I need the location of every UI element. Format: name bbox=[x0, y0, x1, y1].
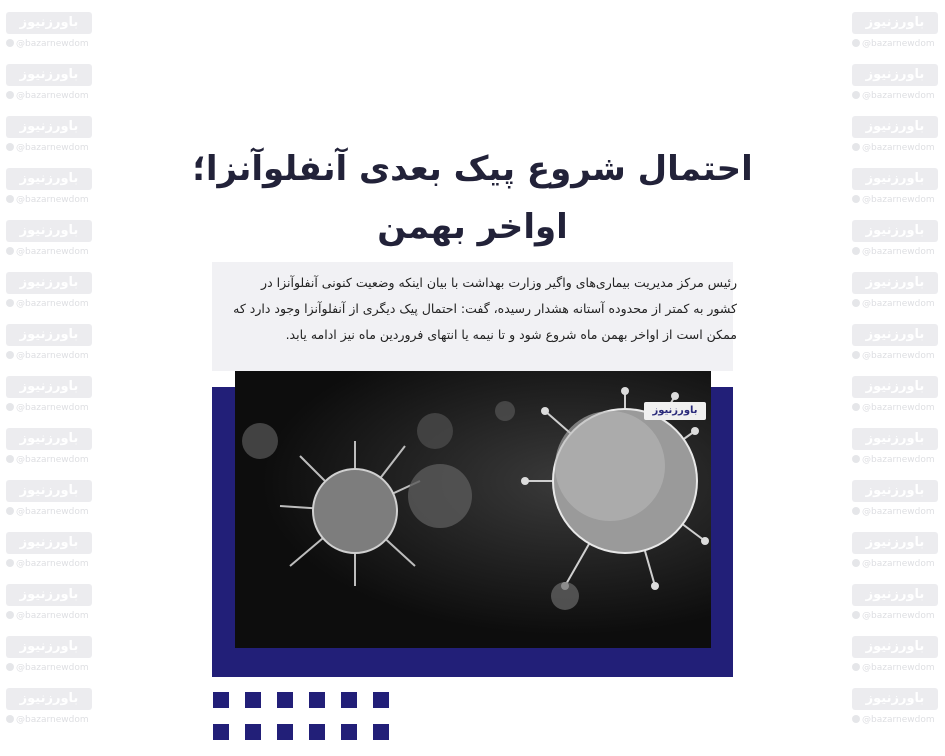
watermark-handle: @bazarnewdom bbox=[6, 350, 98, 362]
decorative-square bbox=[373, 724, 389, 740]
virus-illustration bbox=[235, 371, 711, 648]
social-icon bbox=[852, 715, 860, 723]
social-icon bbox=[852, 195, 860, 203]
watermark bbox=[848, 580, 945, 632]
social-icon bbox=[6, 143, 14, 151]
watermark-logo: باورزنیوز bbox=[6, 480, 92, 502]
watermark bbox=[2, 528, 102, 580]
watermark-handle: @bazarnewdom bbox=[852, 402, 944, 414]
watermark bbox=[848, 164, 945, 216]
decorative-squares bbox=[213, 692, 393, 742]
watermark-logo: باورزنیوز bbox=[6, 168, 92, 190]
watermark bbox=[848, 268, 945, 320]
social-icon bbox=[6, 39, 14, 47]
decorative-square bbox=[373, 692, 389, 708]
watermark-handle: @bazarnewdom bbox=[852, 246, 944, 258]
watermark-logo: باورزنیوز bbox=[6, 532, 92, 554]
watermark-handle: @bazarnewdom bbox=[852, 506, 944, 518]
social-icon bbox=[852, 351, 860, 359]
watermark-logo: باورزنیوز bbox=[852, 220, 938, 242]
watermark-logo: باورزنیوز bbox=[852, 168, 938, 190]
watermark-handle: @bazarnewdom bbox=[6, 298, 98, 310]
watermark-handle: @bazarnewdom bbox=[6, 506, 98, 518]
decorative-square bbox=[277, 692, 293, 708]
watermark-handle: @bazarnewdom bbox=[852, 662, 944, 674]
social-icon bbox=[852, 559, 860, 567]
watermark bbox=[2, 164, 102, 216]
watermark bbox=[848, 372, 945, 424]
watermark-logo: باورزنیوز bbox=[6, 12, 92, 34]
watermark bbox=[848, 8, 945, 60]
watermark-logo: باورزنیوز bbox=[852, 428, 938, 450]
watermark bbox=[848, 684, 945, 736]
watermark bbox=[2, 632, 102, 684]
watermark bbox=[2, 684, 102, 736]
social-icon bbox=[852, 611, 860, 619]
watermark-logo: باورزنیوز bbox=[6, 428, 92, 450]
social-icon bbox=[6, 715, 14, 723]
social-icon bbox=[852, 39, 860, 47]
watermark-logo: باورزنیوز bbox=[6, 584, 92, 606]
watermark-handle: @bazarnewdom bbox=[852, 142, 944, 154]
social-icon bbox=[6, 507, 14, 515]
watermark bbox=[2, 580, 102, 632]
watermark-logo: باورزنیوز bbox=[852, 636, 938, 658]
decorative-square bbox=[245, 692, 261, 708]
decorative-square bbox=[309, 692, 325, 708]
virus-photo bbox=[235, 371, 711, 648]
watermark bbox=[848, 632, 945, 684]
watermark-handle: @bazarnewdom bbox=[852, 90, 944, 102]
watermark-handle: @bazarnewdom bbox=[6, 454, 98, 466]
watermark-handle: @bazarnewdom bbox=[6, 194, 98, 206]
decorative-square bbox=[213, 692, 229, 708]
watermark bbox=[848, 424, 945, 476]
watermark bbox=[2, 216, 102, 268]
watermark-logo: باورزنیوز bbox=[6, 272, 92, 294]
social-icon bbox=[6, 559, 14, 567]
headline-line-2: اواخر بهمن bbox=[377, 207, 568, 247]
social-icon bbox=[6, 611, 14, 619]
watermark-column-right bbox=[848, 8, 945, 736]
social-icon bbox=[6, 91, 14, 99]
watermark bbox=[848, 60, 945, 112]
watermark bbox=[2, 8, 102, 60]
watermark-logo: باورزنیوز bbox=[852, 116, 938, 138]
watermark-logo: باورزنیوز bbox=[6, 220, 92, 242]
social-icon bbox=[6, 455, 14, 463]
watermark bbox=[848, 216, 945, 268]
watermark bbox=[848, 112, 945, 164]
decorative-square bbox=[341, 692, 357, 708]
watermark-logo: باورزنیوز bbox=[6, 636, 92, 658]
watermark-handle: @bazarnewdom bbox=[6, 610, 98, 622]
social-icon bbox=[852, 455, 860, 463]
social-icon bbox=[852, 403, 860, 411]
social-icon bbox=[852, 91, 860, 99]
social-icon bbox=[6, 663, 14, 671]
watermark-logo: باورزنیوز bbox=[6, 324, 92, 346]
social-icon bbox=[852, 299, 860, 307]
watermark bbox=[848, 528, 945, 580]
watermark bbox=[2, 60, 102, 112]
watermark-logo: باورزنیوز bbox=[6, 688, 92, 710]
watermark-logo: باورزنیوز bbox=[852, 64, 938, 86]
decorative-square bbox=[309, 724, 325, 740]
watermark bbox=[2, 476, 102, 528]
watermark-handle: @bazarnewdom bbox=[852, 298, 944, 310]
watermark-logo: باورزنیوز bbox=[852, 688, 938, 710]
watermark-logo: باورزنیوز bbox=[852, 324, 938, 346]
social-icon bbox=[6, 299, 14, 307]
watermark-logo: باورزنیوز bbox=[6, 64, 92, 86]
watermark-handle: @bazarnewdom bbox=[852, 38, 944, 50]
watermark-logo: باورزنیوز bbox=[6, 376, 92, 398]
social-icon bbox=[6, 195, 14, 203]
watermark-handle: @bazarnewdom bbox=[852, 350, 944, 362]
watermark-handle: @bazarnewdom bbox=[6, 38, 98, 50]
social-icon bbox=[6, 403, 14, 411]
watermark-logo: باورزنیوز bbox=[852, 532, 938, 554]
watermark-handle: @bazarnewdom bbox=[852, 714, 944, 726]
watermark bbox=[848, 476, 945, 528]
watermark-handle: @bazarnewdom bbox=[852, 610, 944, 622]
headline-line-1: احتمال شروع پیک بعدی آنفلوآنزا؛ bbox=[192, 149, 753, 189]
watermark-handle: @bazarnewdom bbox=[6, 714, 98, 726]
decorative-square bbox=[341, 724, 357, 740]
watermark-handle: @bazarnewdom bbox=[6, 142, 98, 154]
watermark bbox=[848, 320, 945, 372]
watermark-handle: @bazarnewdom bbox=[852, 558, 944, 570]
watermark-logo: باورزنیوز bbox=[852, 272, 938, 294]
watermark-logo: باورزنیوز bbox=[852, 376, 938, 398]
watermark-handle: @bazarnewdom bbox=[852, 194, 944, 206]
watermark-handle: @bazarnewdom bbox=[6, 662, 98, 674]
watermark-logo: باورزنیوز bbox=[852, 12, 938, 34]
watermark bbox=[2, 372, 102, 424]
social-icon bbox=[852, 247, 860, 255]
lede-text: رئیس مرکز مدیریت بیماری‌های واگیر وزارت بهداشت با بیان اینکه وضعیت کنونی آنفلوآنزا در کشور به کمتر از محدوده آستانه هشدار رسیده، گفت: احتمال پیک دیگری از آنفلوآنزا وجود دارد که ممکن است از اواخر بهمن ماه شروع شود و تا نیمه یا انتهای فروردین ماه نیز ادامه یابد. bbox=[233, 275, 737, 342]
social-icon bbox=[6, 247, 14, 255]
watermark-handle: @bazarnewdom bbox=[6, 246, 98, 258]
watermark bbox=[2, 112, 102, 164]
headline bbox=[150, 140, 795, 256]
decorative-square bbox=[213, 724, 229, 740]
watermark-handle: @bazarnewdom bbox=[6, 90, 98, 102]
social-icon bbox=[852, 507, 860, 515]
watermark-logo: باورزنیوز bbox=[6, 116, 92, 138]
watermark bbox=[2, 320, 102, 372]
watermark-handle: @bazarnewdom bbox=[852, 454, 944, 466]
social-icon bbox=[6, 351, 14, 359]
social-icon bbox=[852, 143, 860, 151]
watermark-column-left bbox=[2, 8, 102, 736]
watermark-handle: @bazarnewdom bbox=[6, 558, 98, 570]
watermark bbox=[2, 424, 102, 476]
watermark-handle: @bazarnewdom bbox=[6, 402, 98, 414]
social-icon bbox=[852, 663, 860, 671]
watermark-logo: باورزنیوز bbox=[852, 584, 938, 606]
watermark-logo: باورزنیوز bbox=[852, 480, 938, 502]
decorative-square bbox=[245, 724, 261, 740]
watermark bbox=[2, 268, 102, 320]
decorative-square bbox=[277, 724, 293, 740]
photo-logo: باورزنیوز bbox=[644, 402, 706, 420]
